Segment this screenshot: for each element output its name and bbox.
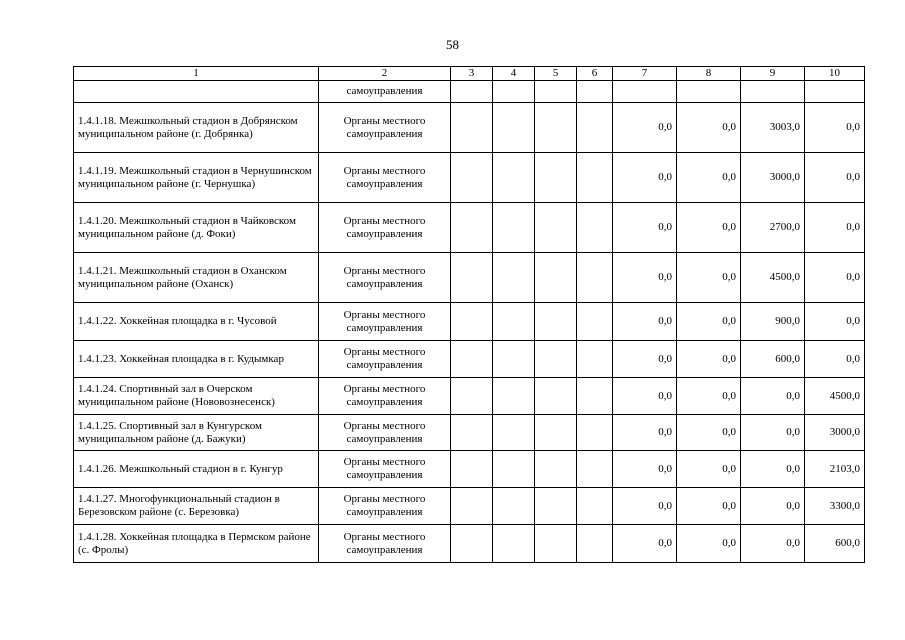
empty-cell [577, 415, 613, 451]
value-cell: 0,0 [613, 378, 677, 415]
empty-cell [493, 303, 535, 341]
object-name-cell: 1.4.1.20. Межшкольный стадион в Чайковском муниципальном районе (д. Фоки) [74, 203, 319, 253]
table-row [74, 415, 865, 451]
value-cell: 0,0 [741, 525, 805, 563]
empty-cell [535, 341, 577, 378]
empty-cell [493, 488, 535, 525]
empty-cell [535, 525, 577, 563]
table-row [74, 103, 865, 153]
value-cell: 3000,0 [805, 415, 865, 451]
value-cell: 0,0 [677, 341, 741, 378]
empty-cell [577, 525, 613, 563]
column-number: 8 [677, 67, 741, 81]
empty-cell [451, 81, 493, 103]
object-name-cell: 1.4.1.23. Хоккейная площадка в г. Кудымкар [74, 341, 319, 378]
empty-cell [577, 303, 613, 341]
empty-cell [577, 378, 613, 415]
value-cell: 0,0 [741, 451, 805, 488]
empty-cell [451, 525, 493, 563]
empty-cell [677, 81, 741, 103]
object-name-cell: 1.4.1.22. Хоккейная площадка в г. Чусовой [74, 303, 319, 341]
empty-cell [451, 415, 493, 451]
value-cell: 0,0 [677, 488, 741, 525]
object-name-cell: 1.4.1.28. Хоккейная площадка в Пермском районе (с. Фролы) [74, 525, 319, 563]
empty-cell [741, 81, 805, 103]
responsible-cell: Органы местного самоуправления [319, 451, 451, 488]
continuation-text: самоуправления [319, 81, 451, 103]
value-cell: 0,0 [613, 303, 677, 341]
responsible-cell: Органы местного самоуправления [319, 378, 451, 415]
empty-cell [613, 81, 677, 103]
object-name-cell: 1.4.1.18. Межшкольный стадион в Добрянском муниципальном районе (г. Добрянка) [74, 103, 319, 153]
empty-cell [493, 203, 535, 253]
empty-cell [493, 103, 535, 153]
empty-cell [577, 253, 613, 303]
value-cell: 0,0 [613, 341, 677, 378]
empty-cell [451, 378, 493, 415]
column-number: 1 [74, 67, 319, 81]
column-number: 7 [613, 67, 677, 81]
value-cell: 0,0 [613, 153, 677, 203]
empty-cell [74, 81, 319, 103]
object-name-cell: 1.4.1.27. Многофункциональный стадион в Березовском районе (с. Березовка) [74, 488, 319, 525]
table-row [74, 153, 865, 203]
value-cell: 0,0 [805, 153, 865, 203]
table-row [74, 303, 865, 341]
table-row [74, 378, 865, 415]
empty-cell [577, 153, 613, 203]
table-row [74, 451, 865, 488]
empty-cell [577, 203, 613, 253]
empty-cell [451, 303, 493, 341]
empty-cell [535, 81, 577, 103]
responsible-cell: Органы местного самоуправления [319, 415, 451, 451]
empty-cell [493, 153, 535, 203]
column-number-row [74, 67, 865, 81]
value-cell: 0,0 [677, 415, 741, 451]
value-cell: 3003,0 [741, 103, 805, 153]
value-cell: 0,0 [677, 303, 741, 341]
empty-cell [535, 203, 577, 253]
column-number: 3 [451, 67, 493, 81]
value-cell: 0,0 [677, 525, 741, 563]
column-number: 9 [741, 67, 805, 81]
column-number: 10 [805, 67, 865, 81]
empty-cell [577, 451, 613, 488]
value-cell: 0,0 [613, 415, 677, 451]
empty-cell [577, 81, 613, 103]
empty-cell [493, 525, 535, 563]
value-cell: 0,0 [677, 203, 741, 253]
value-cell: 0,0 [677, 378, 741, 415]
value-cell: 0,0 [677, 451, 741, 488]
value-cell: 600,0 [741, 341, 805, 378]
value-cell: 0,0 [805, 341, 865, 378]
value-cell: 0,0 [677, 103, 741, 153]
value-cell: 0,0 [613, 253, 677, 303]
table-row [74, 203, 865, 253]
empty-cell [535, 103, 577, 153]
value-cell: 0,0 [741, 415, 805, 451]
value-cell: 0,0 [677, 253, 741, 303]
value-cell: 0,0 [805, 253, 865, 303]
table-row [74, 488, 865, 525]
responsible-cell: Органы местного самоуправления [319, 203, 451, 253]
responsible-cell: Органы местного самоуправления [319, 303, 451, 341]
value-cell: 2700,0 [741, 203, 805, 253]
empty-cell [577, 103, 613, 153]
value-cell: 0,0 [613, 451, 677, 488]
empty-cell [535, 153, 577, 203]
object-name-cell: 1.4.1.19. Межшкольный стадион в Чернушинском муниципальном районе (г. Чернушка) [74, 153, 319, 203]
value-cell: 0,0 [613, 203, 677, 253]
empty-cell [805, 81, 865, 103]
value-cell: 3300,0 [805, 488, 865, 525]
object-name-cell: 1.4.1.24. Спортивный зал в Очерском муниципальном районе (Нововознесенск) [74, 378, 319, 415]
empty-cell [493, 378, 535, 415]
empty-cell [451, 341, 493, 378]
continuation-row [74, 81, 865, 103]
value-cell: 3000,0 [741, 153, 805, 203]
value-cell: 0,0 [805, 103, 865, 153]
value-cell: 0,0 [741, 378, 805, 415]
value-cell: 0,0 [741, 488, 805, 525]
value-cell: 0,0 [613, 525, 677, 563]
column-number: 5 [535, 67, 577, 81]
column-number: 6 [577, 67, 613, 81]
empty-cell [493, 81, 535, 103]
value-cell: 0,0 [613, 103, 677, 153]
value-cell: 4500,0 [805, 378, 865, 415]
empty-cell [535, 253, 577, 303]
empty-cell [451, 153, 493, 203]
responsible-cell: Органы местного самоуправления [319, 341, 451, 378]
empty-cell [493, 451, 535, 488]
value-cell: 4500,0 [741, 253, 805, 303]
value-cell: 0,0 [805, 303, 865, 341]
table-row [74, 525, 865, 563]
value-cell: 2103,0 [805, 451, 865, 488]
column-number: 2 [319, 67, 451, 81]
value-cell: 600,0 [805, 525, 865, 563]
empty-cell [451, 203, 493, 253]
responsible-cell: Органы местного самоуправления [319, 153, 451, 203]
column-number: 4 [493, 67, 535, 81]
budget-table [73, 66, 865, 563]
responsible-cell: Органы местного самоуправления [319, 525, 451, 563]
empty-cell [451, 451, 493, 488]
empty-cell [451, 488, 493, 525]
empty-cell [493, 341, 535, 378]
table-row [74, 253, 865, 303]
responsible-cell: Органы местного самоуправления [319, 103, 451, 153]
empty-cell [493, 253, 535, 303]
responsible-cell: Органы местного самоуправления [319, 488, 451, 525]
responsible-cell: Органы местного самоуправления [319, 253, 451, 303]
empty-cell [535, 488, 577, 525]
object-name-cell: 1.4.1.26. Межшкольный стадион в г. Кунгур [74, 451, 319, 488]
value-cell: 900,0 [741, 303, 805, 341]
table-row [74, 341, 865, 378]
empty-cell [535, 451, 577, 488]
value-cell: 0,0 [805, 203, 865, 253]
value-cell: 0,0 [613, 488, 677, 525]
page-number: 58 [446, 37, 459, 52]
empty-cell [451, 103, 493, 153]
empty-cell [535, 303, 577, 341]
empty-cell [535, 378, 577, 415]
empty-cell [577, 488, 613, 525]
empty-cell [577, 341, 613, 378]
empty-cell [493, 415, 535, 451]
object-name-cell: 1.4.1.21. Межшкольный стадион в Оханском муниципальном районе (Оханск) [74, 253, 319, 303]
empty-cell [535, 415, 577, 451]
object-name-cell: 1.4.1.25. Спортивный зал в Кунгурском муниципальном районе (д. Бажуки) [74, 415, 319, 451]
empty-cell [451, 253, 493, 303]
value-cell: 0,0 [677, 153, 741, 203]
